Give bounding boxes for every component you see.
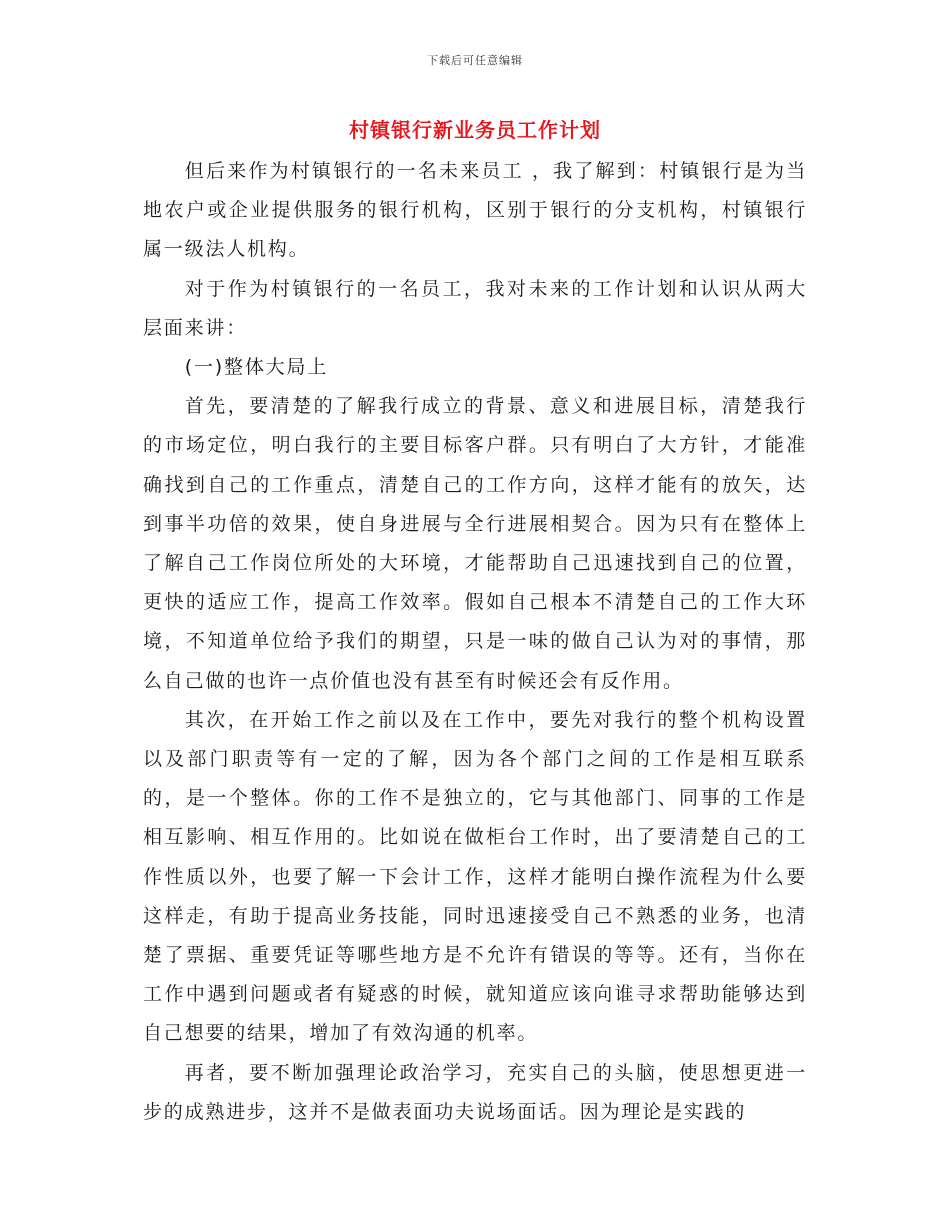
- paragraph: 再者，要不断加强理论政治学习，充实自己的头脑，使思想更进一步的成熟进步，这并不是做表面功夫说场面话。因为理论是实践的: [143, 1061, 807, 1123]
- page-header-note: 下载后可任意编辑: [427, 54, 523, 67]
- document-title: 村镇银行新业务员工作计划: [349, 118, 601, 142]
- section-heading: (一)整体大局上: [184, 356, 329, 379]
- paragraph: 其次，在开始工作之前以及在工作中，要先对我行的整个机构设置以及部门职责等有一定的了解，因为各个部门之间的工作是相互联系的，是一个整体。你的工作不是独立的，它与其他部门、同事的工作是相互影响、相互作用的。比如说在做柜台工作时，出了要清楚自己的工作性质以外，也要了解一下会计工作，这样才能明白操作流程为什么要这样走，有助于提高业务技能，同时迅速接受自己不熟悉的业务，也清楚了票据、重要凭证等哪些地方是不允许有错误的等等。还有，当你在工作中遇到问题或者有疑惑的时候，就知道应该向谁寻求帮助能够达到自己想要的结果，增加了有效沟通的机率。: [143, 708, 807, 1045]
- paragraph: 但后来作为村镇银行的一名未来员工 ，我了解到：村镇银行是为当地农户或企业提供服务的银行机构，区别于银行的分支机构，村镇银行属一级法人机构。: [143, 160, 807, 261]
- document-body: [143, 152, 807, 1132]
- paragraph: 对于作为村镇银行的一名员工，我对未来的工作计划和认识从两大层面来讲：: [143, 277, 807, 339]
- paragraph: 首先，要清楚的了解我行成立的背景、意义和进展目标，清楚我行的市场定位，明白我行的主要目标客户群。只有明白了大方针，才能准确找到自己的工作重点，清楚自己的工作方向，这样才能有的放矢，达到事半功倍的效果，使自身进展与全行进展相契合。因为只有在整体上了解自己工作岗位所处的大环境，才能帮助自己迅速找到自己的位置，更快的适应工作，提高工作效率。假如自己根本不清楚自己的工作大环境，不知道单位给予我们的期望，只是一味的做自己认为对的事情，那么自己做的也许一点价值也没有甚至有时候还会有反作用。: [143, 395, 807, 692]
